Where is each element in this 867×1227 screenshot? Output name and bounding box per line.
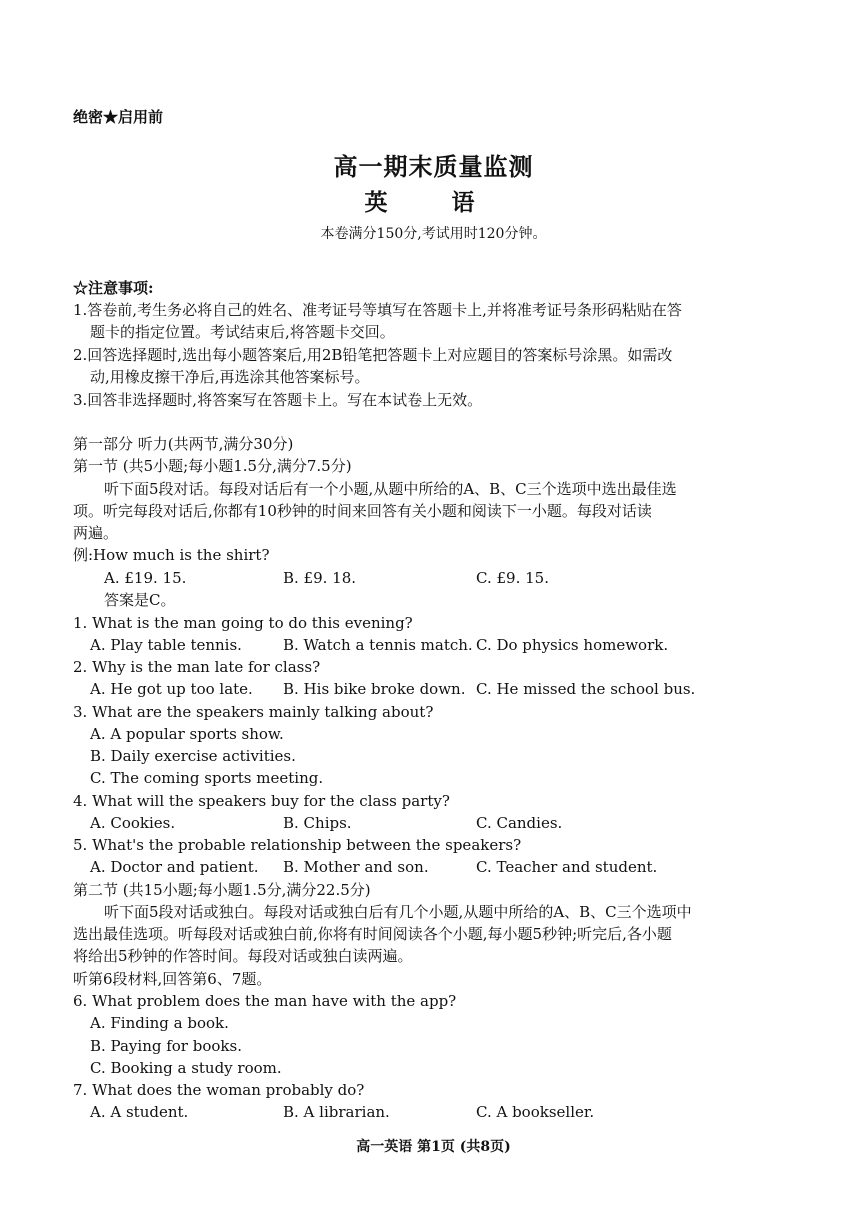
question-7-option-a: A. A student. <box>90 1103 189 1121</box>
question-3-option-c: C. The coming sports meeting. <box>90 769 324 787</box>
confidential-label: 绝密★启用前 <box>73 108 164 126</box>
section2-instructions: 听下面5段对话或独白。每段对话或独白后有几个小题,从题中所给的A、B、C三个选项中 <box>104 903 692 921</box>
notice-heading: ☆注意事项: <box>73 279 154 297</box>
question-5-option-c: C. Teacher and student. <box>476 858 658 876</box>
notice-item-2-cont: 动,用橡皮擦干净后,再选涂其他答案标号。 <box>90 368 370 386</box>
section1-instructions-cont: 项。听完每段对话后,你都有10秒钟的时间来回答有关小题和阅读下一小题。每段对话读 <box>73 502 652 520</box>
section1-instructions-end: 两遍。 <box>73 524 119 542</box>
example-question: 例:How much is the shirt? <box>73 546 270 564</box>
question-1-option-a: A. Play table tennis. <box>90 636 242 654</box>
section2-instructions-cont: 选出最佳选项。听每段对话或独白前,你将有时间阅读各个小题,每小题5秒钟;听完后,各小题 <box>73 925 672 943</box>
example-option-b: B. £9. 18. <box>283 569 357 587</box>
exam-title: 高一期末质量监测 <box>333 152 534 181</box>
notice-item-1: 1.答卷前,考生务必将自己的姓名、准考证号等填写在答题卡上,并将准考证号条形码粘贴在答 <box>73 301 682 319</box>
example-option-c: C. £9. 15. <box>476 569 549 587</box>
question-1: 1. What is the man going to do this evening? <box>73 614 413 632</box>
score-time-note: 本卷满分150分,考试用时120分钟。 <box>320 226 547 242</box>
subject-title: 英 语 <box>364 189 503 216</box>
question-7-option-c: C. A bookseller. <box>476 1103 595 1121</box>
question-2-option-b: B. His bike broke down. <box>283 680 466 698</box>
question-5-option-b: B. Mother and son. <box>283 858 429 876</box>
question-4-option-b: B. Chips. <box>283 814 352 832</box>
notice-item-3: 3.回答非选择题时,将答案写在答题卡上。写在本试卷上无效。 <box>73 391 483 409</box>
question-6-option-c: C. Booking a study room. <box>90 1059 282 1077</box>
question-4-option-c: C. Candies. <box>476 814 563 832</box>
part1-heading: 第一部分 听力(共两节,满分30分) <box>73 435 294 453</box>
question-3-option-b: B. Daily exercise activities. <box>90 747 296 765</box>
question-3: 3. What are the speakers mainly talking about? <box>73 703 434 721</box>
question-6: 6. What problem does the man have with the app? <box>73 992 457 1010</box>
question-4: 4. What will the speakers buy for the class party? <box>73 792 450 810</box>
question-1-option-b: B. Watch a tennis match. <box>283 636 473 654</box>
section1-instructions: 听下面5段对话。每段对话后有一个小题,从题中所给的A、B、C三个选项中选出最佳选 <box>104 480 677 498</box>
question-7-option-b: B. A librarian. <box>283 1103 390 1121</box>
page-footer: 高一英语 第1页 (共8页) <box>356 1139 511 1155</box>
question-5: 5. What's the probable relationship between the speakers? <box>73 836 522 854</box>
question-5-option-a: A. Doctor and patient. <box>90 858 259 876</box>
question-2: 2. Why is the man late for class? <box>73 658 321 676</box>
example-answer: 答案是C。 <box>104 591 176 609</box>
section2-instructions-end: 将给出5秒钟的作答时间。每段对话或独白读两遍。 <box>73 947 413 965</box>
notice-item-2: 2.回答选择题时,选出每小题答案后,用2B铅笔把答题卡上对应题目的答案标号涂黑。如需改 <box>73 346 673 364</box>
question-3-option-a: A. A popular sports show. <box>90 725 284 743</box>
question-6-option-b: B. Paying for books. <box>90 1037 242 1055</box>
example-option-a: A. £19. 15. <box>104 569 187 587</box>
question-6-option-a: A. Finding a book. <box>90 1014 229 1032</box>
material-6-instruction: 听第6段材料,回答第6、7题。 <box>73 970 272 988</box>
question-4-option-a: A. Cookies. <box>90 814 176 832</box>
notice-item-1-cont: 题卡的指定位置。考试结束后,将答题卡交回。 <box>90 323 395 341</box>
section1-heading: 第一节 (共5小题;每小题1.5分,满分7.5分) <box>73 457 352 475</box>
question-2-option-c: C. He missed the school bus. <box>476 680 696 698</box>
question-7: 7. What does the woman probably do? <box>73 1081 365 1099</box>
question-1-option-c: C. Do physics homework. <box>476 636 669 654</box>
question-2-option-a: A. He got up too late. <box>90 680 253 698</box>
section2-heading: 第二节 (共15小题;每小题1.5分,满分22.5分) <box>73 881 371 899</box>
